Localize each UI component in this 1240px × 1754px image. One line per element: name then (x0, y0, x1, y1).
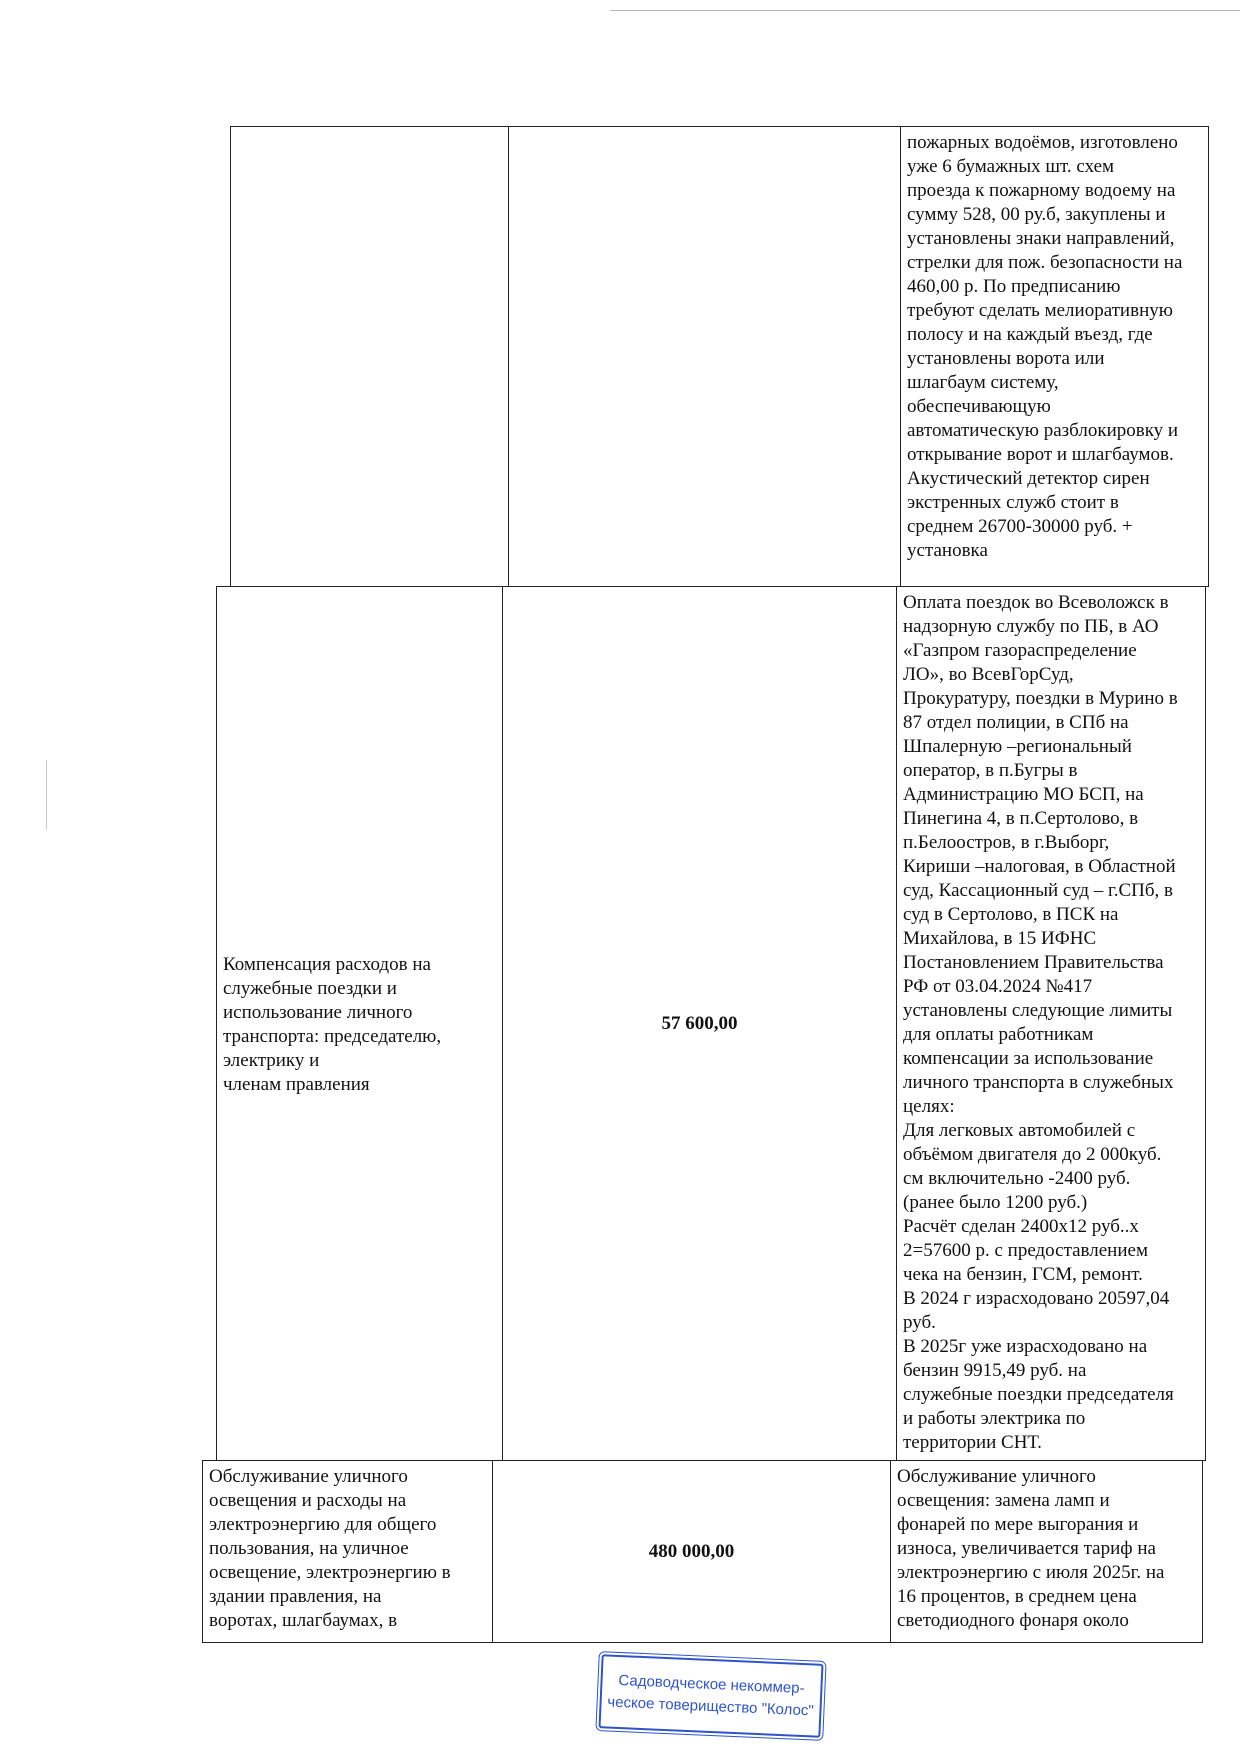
amount-text: 57 600,00 (661, 1012, 738, 1034)
table-row (231, 127, 1209, 587)
explanation-cell (901, 127, 1209, 587)
table-row (217, 587, 1206, 1461)
amount-cell (503, 587, 897, 1461)
explanation-text: Обслуживание уличного освещения: замена ламп и фонарей по мере выгорания и износа, увеличивается тариф на электроэнергию с июля 2025г. на 16 процентов, в среднем цена светодиодного фонаря около (897, 1466, 1165, 1631)
organization-stamp (598, 1654, 823, 1738)
scan-edge-mark (46, 760, 47, 830)
explanation-cell (891, 1461, 1203, 1643)
budget-table-continued (216, 586, 1206, 1461)
item-text: Обслуживание уличного освещения и расходы на электроэнергию для общего пользования, на уличное освещение, электроэнергию в здании правления, на воротах, шлагбаумах, в (209, 1466, 451, 1631)
item-cell (231, 127, 509, 587)
explanation-cell (897, 587, 1206, 1461)
scan-edge-line (610, 10, 1240, 11)
amount-cell (493, 1461, 891, 1643)
budget-table (230, 126, 1209, 587)
stamp-line-2: ческое товерищество "Колос" (607, 1693, 815, 1720)
explanation-text: Оплата поездок во Всеволожск в надзорную службу по ПБ, в АО «Газпром газораспределение ЛО», во ВсевГорСуд, Прокуратуру, поездки в Мурино в 87 отдел полиции, в СПб на Шпалерную –региональный оператор, в п.Бугры в Администрацию МО БСП, на Пинегина 4, в п.Сертолово, в п.Белоостров, в г.Выборг, Кириши –налоговая, в Областной суд, Кассационный суд – г.СПб, в суд в Сертолово, в ПСК на Михайлова, в 15 ИФНС Постановлением Правительства РФ от 03.04.2024 №417 установлены следующие лимиты для оплаты работникам компенсации за использование личного транспорта в служебных целях: Для легковых автомобилей с объёмом двигателя до 2 000куб. см включительно -2400 руб. (ранее было 1200 руб.) Расчёт сделан 2400х12 руб..х 2=57600 р. с предоставлением чека на бензин, ГСМ, ремонт. В 2024 г израсходовано 20597,04 руб. В 2025г уже израсходовано на бензин 9915,49 руб. на служебные поездки председателя и работы электрика по территории СНТ. (903, 592, 1178, 1453)
stamp-line-1: Садоводческое некоммер- (618, 1671, 805, 1698)
amount-cell (509, 127, 901, 587)
explanation-text: пожарных водоёмов, изготовлено уже 6 бумажных шт. схем проезда к пожарному водоему на сумму 528, 00 ру.б, закуплены и установлены знаки направлений, стрелки для пож. безопасности на 460,00 р. По предписанию требуют сделать мелиоративную полосу и на каждый въезд, где установлены ворота или шлагбаум систему, обеспечивающую автоматическую разблокировку и открывание ворот и шлагбаумов. Акустический детектор сирен экстренных служб стоит в среднем 26700-30000 руб. + установка (907, 132, 1183, 561)
item-cell (217, 587, 503, 1461)
item-cell (203, 1461, 493, 1643)
item-text: Компенсация расходов на служебные поездки и использование личного транспорта: председателю, электрику и членам правления (223, 953, 442, 1095)
budget-table-continued (202, 1460, 1203, 1643)
item-text (231, 127, 508, 133)
amount-text: 480 000,00 (648, 1540, 735, 1562)
table-row (203, 1461, 1203, 1643)
